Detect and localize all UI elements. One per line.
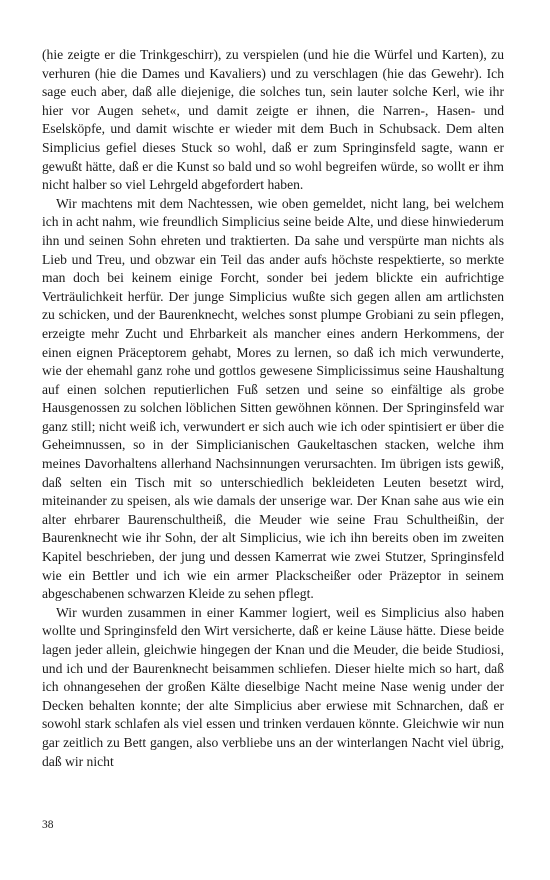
book-page-body: [42, 46, 504, 771]
paragraph-continuation: (hie zeigte er die Trinkgeschirr), zu verspielen (und hie die Würfel und Karten), zu verhuren (hie die Dames und Kavaliers) und zu verschlagen (hie das Gewehr). Ich sage euch aber, daß alle diejenige, die solches tun, sein lauter solche Kerl, wie ihr hier vor Augen sehet«, und damit zeigte er ihnen, die Narren-, Hasen- und Eselsköpfe, und damit wischte er wieder mit dem Buch in Schubsack. Dem alten Simplicius gefiel dieses Stuck so wohl, daß er zum Springinsfeld sagte, wann er gewußt hätte, daß er die Kunst so bald und so wohl begreifen würde, so wollt er ihm nicht halber so viel Lehrgeld abgefordert haben.: [42, 47, 504, 193]
page-number: 38: [42, 819, 54, 831]
paragraph-supper: Wir machtens mit dem Nachtessen, wie oben gemeldet, nicht lang, bei welchem ich in acht nahm, wie freundlich Simplicius seine beide Alte, und diese hinwiederum ihn und seinen Sohn ehreten und traktierten. Da sahe und verspürte man nichts als Lieb und Treu, und obzwar ein Teil das ander aufs höchste respektierte, so merkte man doch bei keinem einige Forcht, sonder bei jedem blickte ein aufrichtige Verträulichkeit herfür. Der junge Simplicius wußte sich gegen allen am artlichsten zu schicken, und der Baurenknecht, welches sonst plumpe Grobiani zu sein pflegen, erzeigte mehr Zucht und Ehrbarkeit als mancher eines andern Herkommens, der einen eignen Präceptorem gehabt, Mores zu lernen, so daß ich mich verwunderte, wie der ehemahl ganz rohe und gottlos gewesene Simplicissimus seine Haushaltung auf einen solchen reputierlichen Fuß setzen und seine so einfältige als grobe Hausgenossen zu solchen löblichen Sitten gewöhnen können. Der Springinsfeld war ganz still; nicht weiß ich, verwundert er sich auch wie ich oder spintisiert er über die Geheimnussen, so in der Simplicianischen Gaukeltaschen stacken, welche ihm meines Davorhaltens allerhand Nachsinnungen verursachten. Im übrigen ists gewiß, daß selten ein Tisch mit so unterschiedlich bekleideten Leuten besetzt wird, miteinander zu speisen, als wie damals der unserige war. Der Knan sahe aus wie ein alter ehrbarer Baurenschultheiß, die Meuder wie seine Frau Schultheißin, der Baurenknecht wie ihr Sohn, der alt Simplicius, wie ich ihn bereits oben im zweiten Kapitel beschrieben, der jung und dessen Kamerrat wie zwei Stutzer, Springinsfeld wie ein Bettler und ich wie ein armer Plackscheißer oder Präzeptor in seinem abgeschabenen schwarzen Kleide zu sehen pflegt.: [42, 195, 504, 602]
paragraph-lodging: Wir wurden zusammen in einer Kammer logiert, weil es Simplicius also haben wollte und Springinsfeld den Wirt versicherte, daß er keine Läuse hätte. Diese beide lagen jeder allein, gleichwie hingegen der Knan und die Meuder, die beide Studiosi, und ich und der Baurenknecht beisammen schliefen. Dieser hielte mich so hart, daß ich ohnangesehen der großen Kälte dieselbige Nacht meine Nase wenig under der Decken behalten konnte; der alte Simplicius aber erwiese mit Schnarchen, daß er sowohl stark schlafen als viel essen und trinken verdauen könnte. Gleichwie wir nun gar zeitlich zu Bett gangen, also verbliebe uns an der winterlangen Nacht viel übrig, daß wir nicht: [42, 604, 504, 769]
